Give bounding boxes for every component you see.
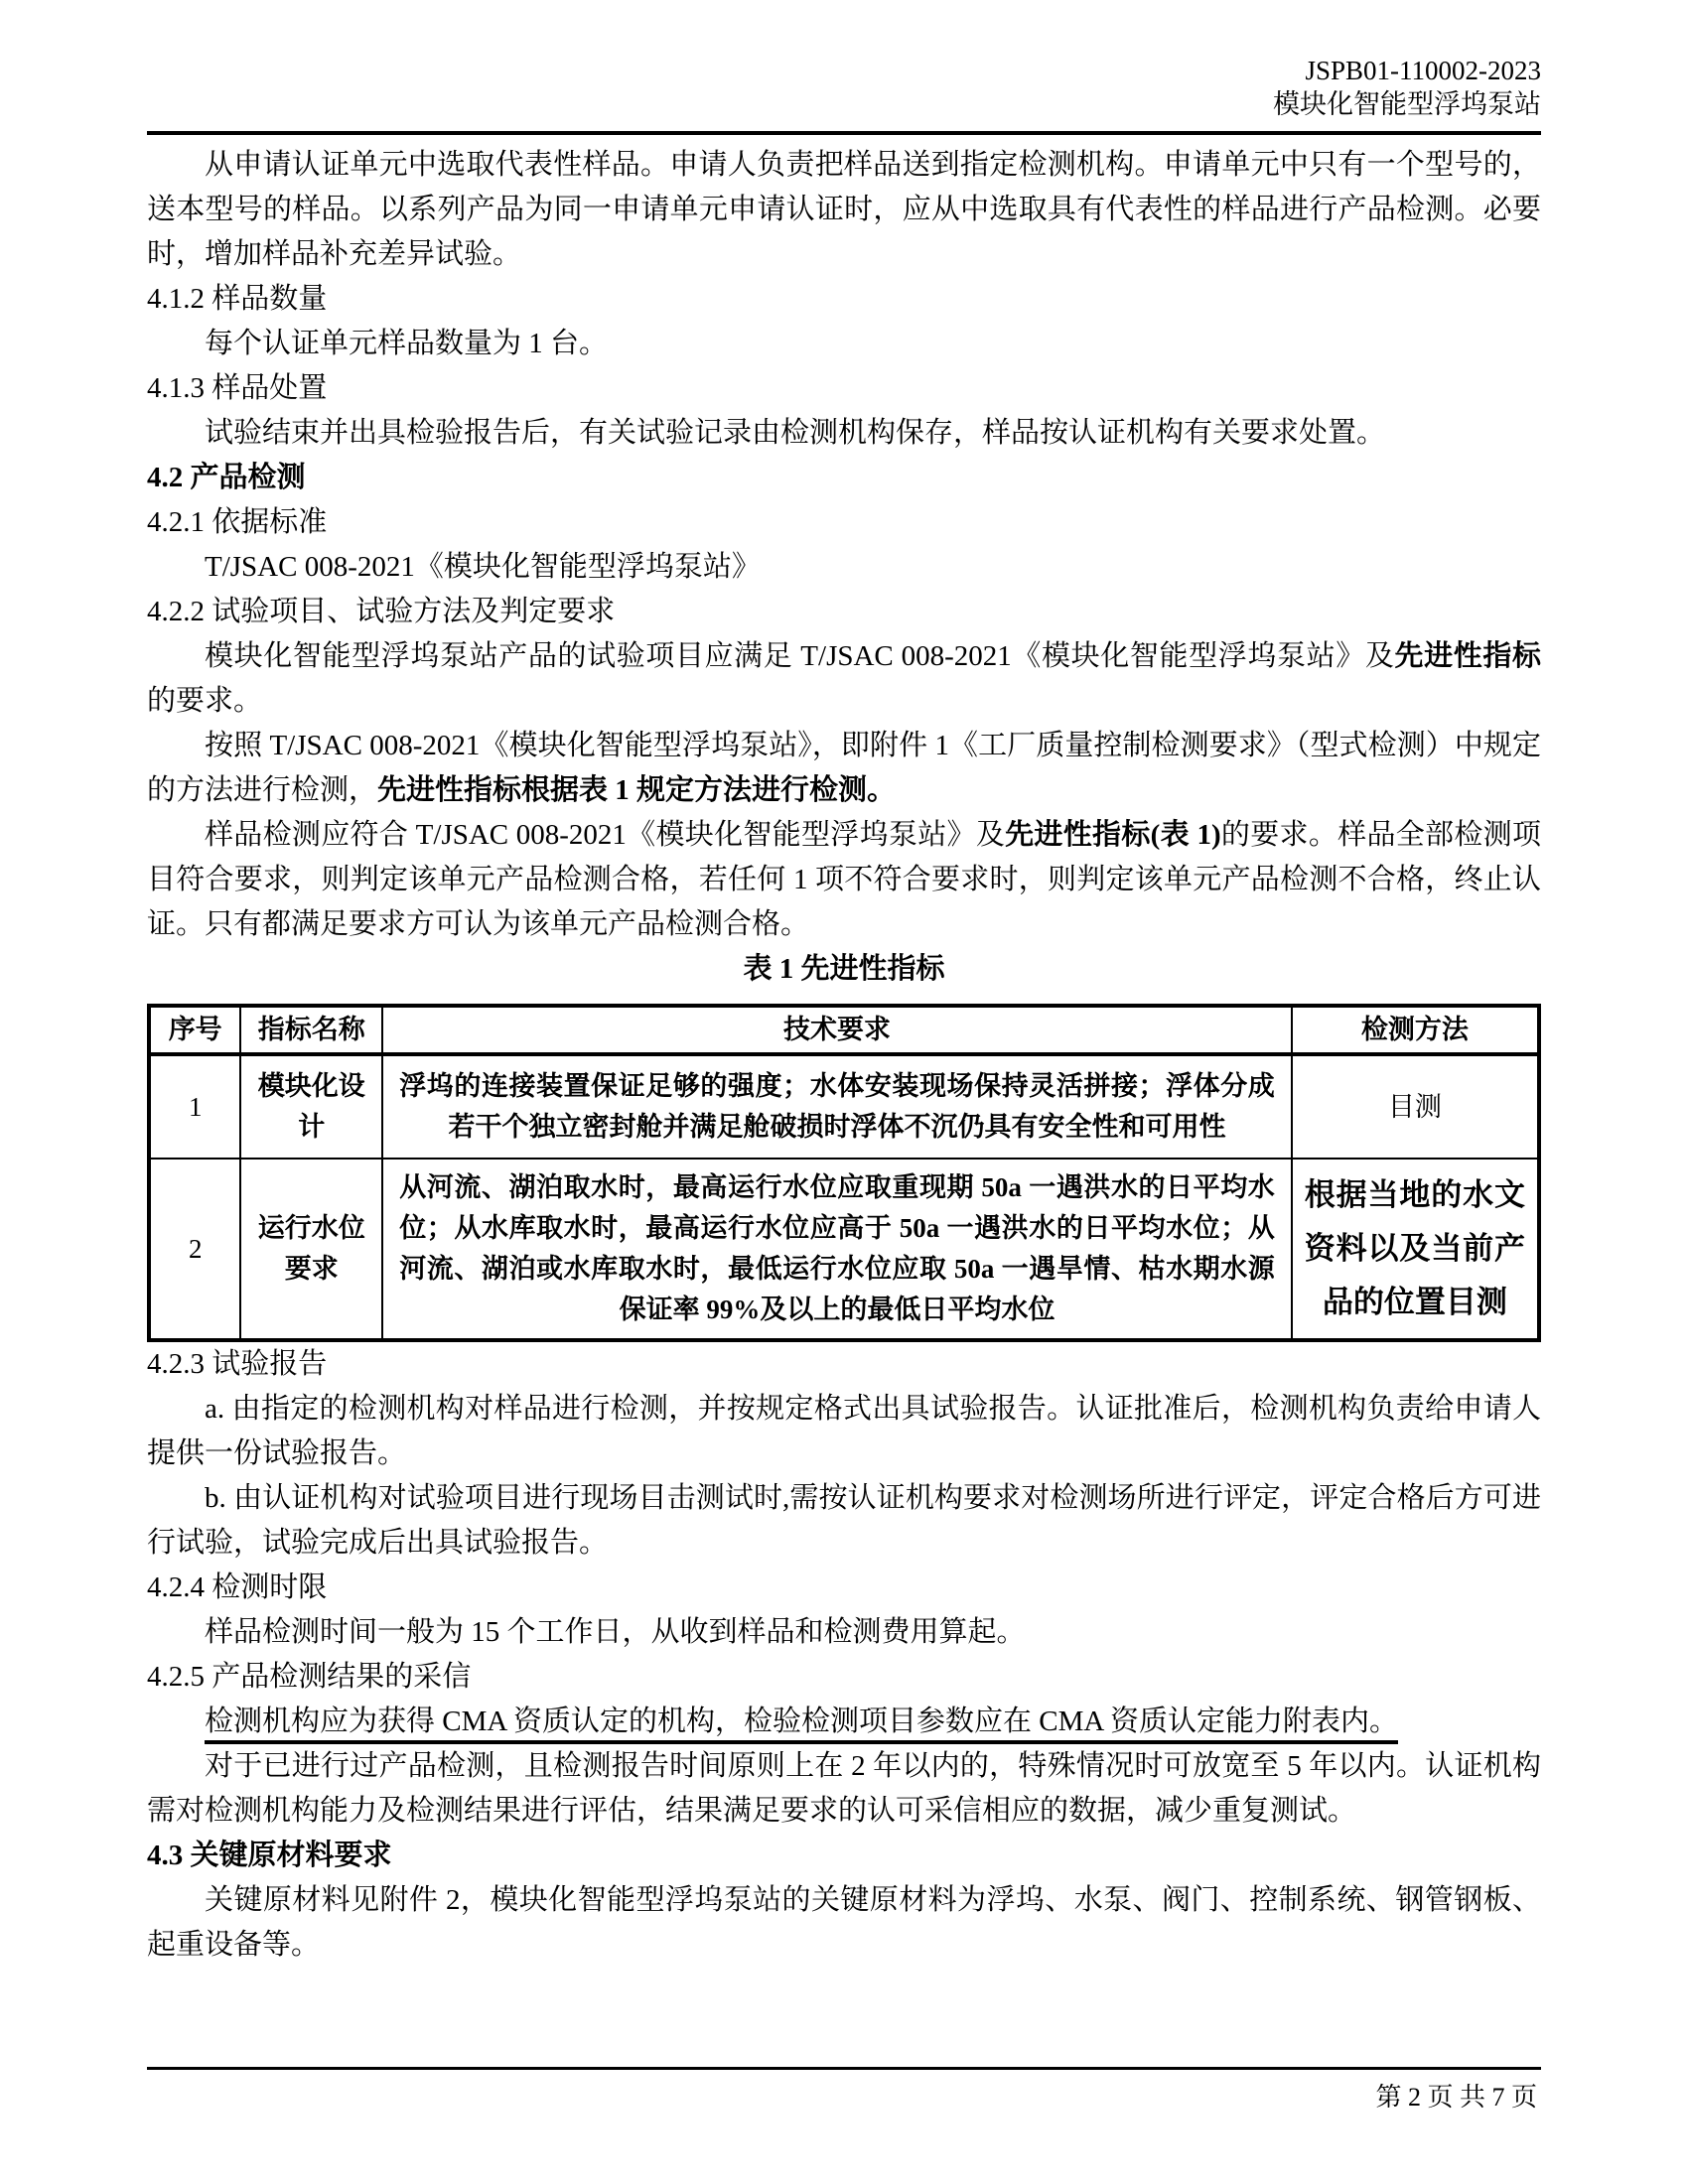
- paragraph-4-3: 关键原材料见附件 2，模块化智能型浮坞泵站的关键原材料为浮坞、水泵、阀门、控制系统、钢管钢板、起重设备等。: [147, 1884, 1541, 1961]
- bold-term: 先进性指标(表 1): [1005, 819, 1221, 851]
- cell-no: 1: [149, 1054, 240, 1159]
- column-header-method: 检测方法: [1292, 1006, 1539, 1054]
- table-header-row: [149, 1006, 1539, 1054]
- cell-indicator-name: 运行水位要求: [240, 1159, 382, 1340]
- paragraph-4-2-5-b: 对于已进行过产品检测，且检测报告时间原则上在 2 年以内的，特殊情况时可放宽至 5 年以内。认证机构需对检测机构能力及检测结果进行评估，结果满足要求的认可采信相应的数据，减少重复测试。: [147, 1750, 1541, 1827]
- cell-requirement: 浮坞的连接装置保证足够的强度；水体安装现场保持灵活拼接；浮体分成若干个独立密封舱并满足舱破损时浮体不沉仍具有安全性和可用性: [382, 1054, 1292, 1159]
- heading-4-3: 4.3 关键原材料要求: [147, 1840, 392, 1871]
- heading-4-2-4: 4.2.4 检测时限: [147, 1571, 328, 1603]
- bold-term: 先进性指标根据表 1 规定方法进行检测。: [377, 774, 897, 806]
- cell-method: 根据当地的水文资料以及当前产品的位置目测: [1292, 1159, 1539, 1340]
- header-doc-code: JSPB01-110002-2023: [1305, 56, 1541, 85]
- heading-4-1-3: 4.1.3 样品处置: [147, 372, 328, 404]
- column-header-requirement: 技术要求: [382, 1006, 1292, 1054]
- paragraph-4-2-2-b: [147, 724, 1541, 813]
- table-row: [149, 1054, 1539, 1159]
- column-header-name: 指标名称: [240, 1006, 382, 1054]
- table-row: [149, 1159, 1539, 1340]
- document-body: [147, 135, 1541, 1968]
- cell-requirement: 从河流、湖泊取水时，最高运行水位应取重现期 50a 一遇洪水的日平均水位；从水库取水时，最高运行水位应高于 50a 一遇洪水的日平均水位；从河流、湖泊或水库取水时，最低运行水位应取 50a 一遇旱情、枯水期水源保证率 99%及以上的最低日平均水位: [382, 1159, 1292, 1340]
- heading-4-2: 4.2 产品检测: [147, 462, 306, 493]
- paragraph-4-2-2-c: [147, 813, 1541, 947]
- advancement-indicators-table: [147, 1004, 1541, 1342]
- paragraph-4-2-1: T/JSAC 008-2021《模块化智能型浮坞泵站》: [205, 551, 761, 583]
- footer-rule: [147, 2067, 1541, 2070]
- paragraph-4-2-2-a: [147, 634, 1541, 724]
- column-header-no: 序号: [149, 1006, 240, 1054]
- cell-indicator-name: 模块化设计: [240, 1054, 382, 1159]
- paragraph-sampling: 从申请认证单元中选取代表性样品。申请人负责把样品送到指定检测机构。申请单元中只有一个型号的，送本型号的样品。以系列产品为同一申请单元申请认证时，应从中选取具有代表性的样品进行产品检测。必要时，增加样品补充差异试验。: [147, 149, 1541, 270]
- paragraph-4-2-3-a: a. 由指定的检测机构对样品进行检测，并按规定格式出具试验报告。认证批准后，检测机构负责给申请人提供一份试验报告。: [147, 1393, 1541, 1469]
- page-header: [147, 0, 1541, 121]
- cell-no: 2: [149, 1159, 240, 1340]
- header-doc-name: 模块化智能型浮坞泵站: [1273, 89, 1541, 119]
- heading-4-2-5: 4.2.5 产品检测结果的采信: [147, 1661, 472, 1693]
- underlined-cma-requirement: 检测机构应为获得 CMA 资质认定的机构，检验检测项目参数应在 CMA 资质认定能力附表内。: [205, 1706, 1398, 1744]
- paragraph-4-2-5-underlined: [147, 1700, 1541, 1744]
- heading-4-2-3: 4.2.3 试验报告: [147, 1348, 328, 1380]
- paragraph-text: 按照 T/JSAC 008-2021《模块化智能型浮坞泵站》，即附件 1《工厂质量控制检测要求》（型式检测）中规定的方法进行检测，: [147, 730, 1541, 806]
- heading-4-1-2: 4.1.2 样品数量: [147, 283, 328, 315]
- cell-method: 目测: [1292, 1054, 1539, 1159]
- paragraph-4-2-3-b: b. 由认证机构对试验项目进行现场目击测试时,需按认证机构要求对检测场所进行评定，评定合格后方可进行试验，试验完成后出具试验报告。: [147, 1482, 1541, 1559]
- paragraph-4-1-2: 每个认证单元样品数量为 1 台。: [205, 328, 609, 359]
- heading-4-2-2: 4.2.2 试验项目、试验方法及判定要求: [147, 596, 616, 627]
- paragraph-text: 的要求。: [147, 685, 263, 717]
- bold-term: 先进性指标: [1394, 640, 1541, 672]
- paragraph-4-2-4: 样品检测时间一般为 15 个工作日，从收到样品和检测费用算起。: [205, 1616, 1026, 1648]
- paragraph-4-1-3: 试验结束并出具检验报告后，有关试验记录由检测机构保存，样品按认证机构有关要求处置。: [205, 417, 1386, 449]
- paragraph-text: 模块化智能型浮坞泵站产品的试验项目应满足 T/JSAC 008-2021《模块化智能型浮坞泵站》及: [205, 640, 1395, 672]
- paragraph-text: 样品检测应符合 T/JSAC 008-2021《模块化智能型浮坞泵站》及: [205, 819, 1006, 851]
- table-caption: 表 1 先进性指标: [743, 953, 945, 985]
- paragraph-text: 的要求。样品全部检测项目符合要求，则判定该单元产品检测合格，若任何 1 项不符合要求时，则判定该单元产品检测不合格，终止认证。只有都满足要求方可认为该单元产品检测合格。: [147, 819, 1541, 940]
- page-number: 第 2 页 共 7 页: [1375, 2083, 1537, 2112]
- heading-4-2-1: 4.2.1 依据标准: [147, 506, 328, 538]
